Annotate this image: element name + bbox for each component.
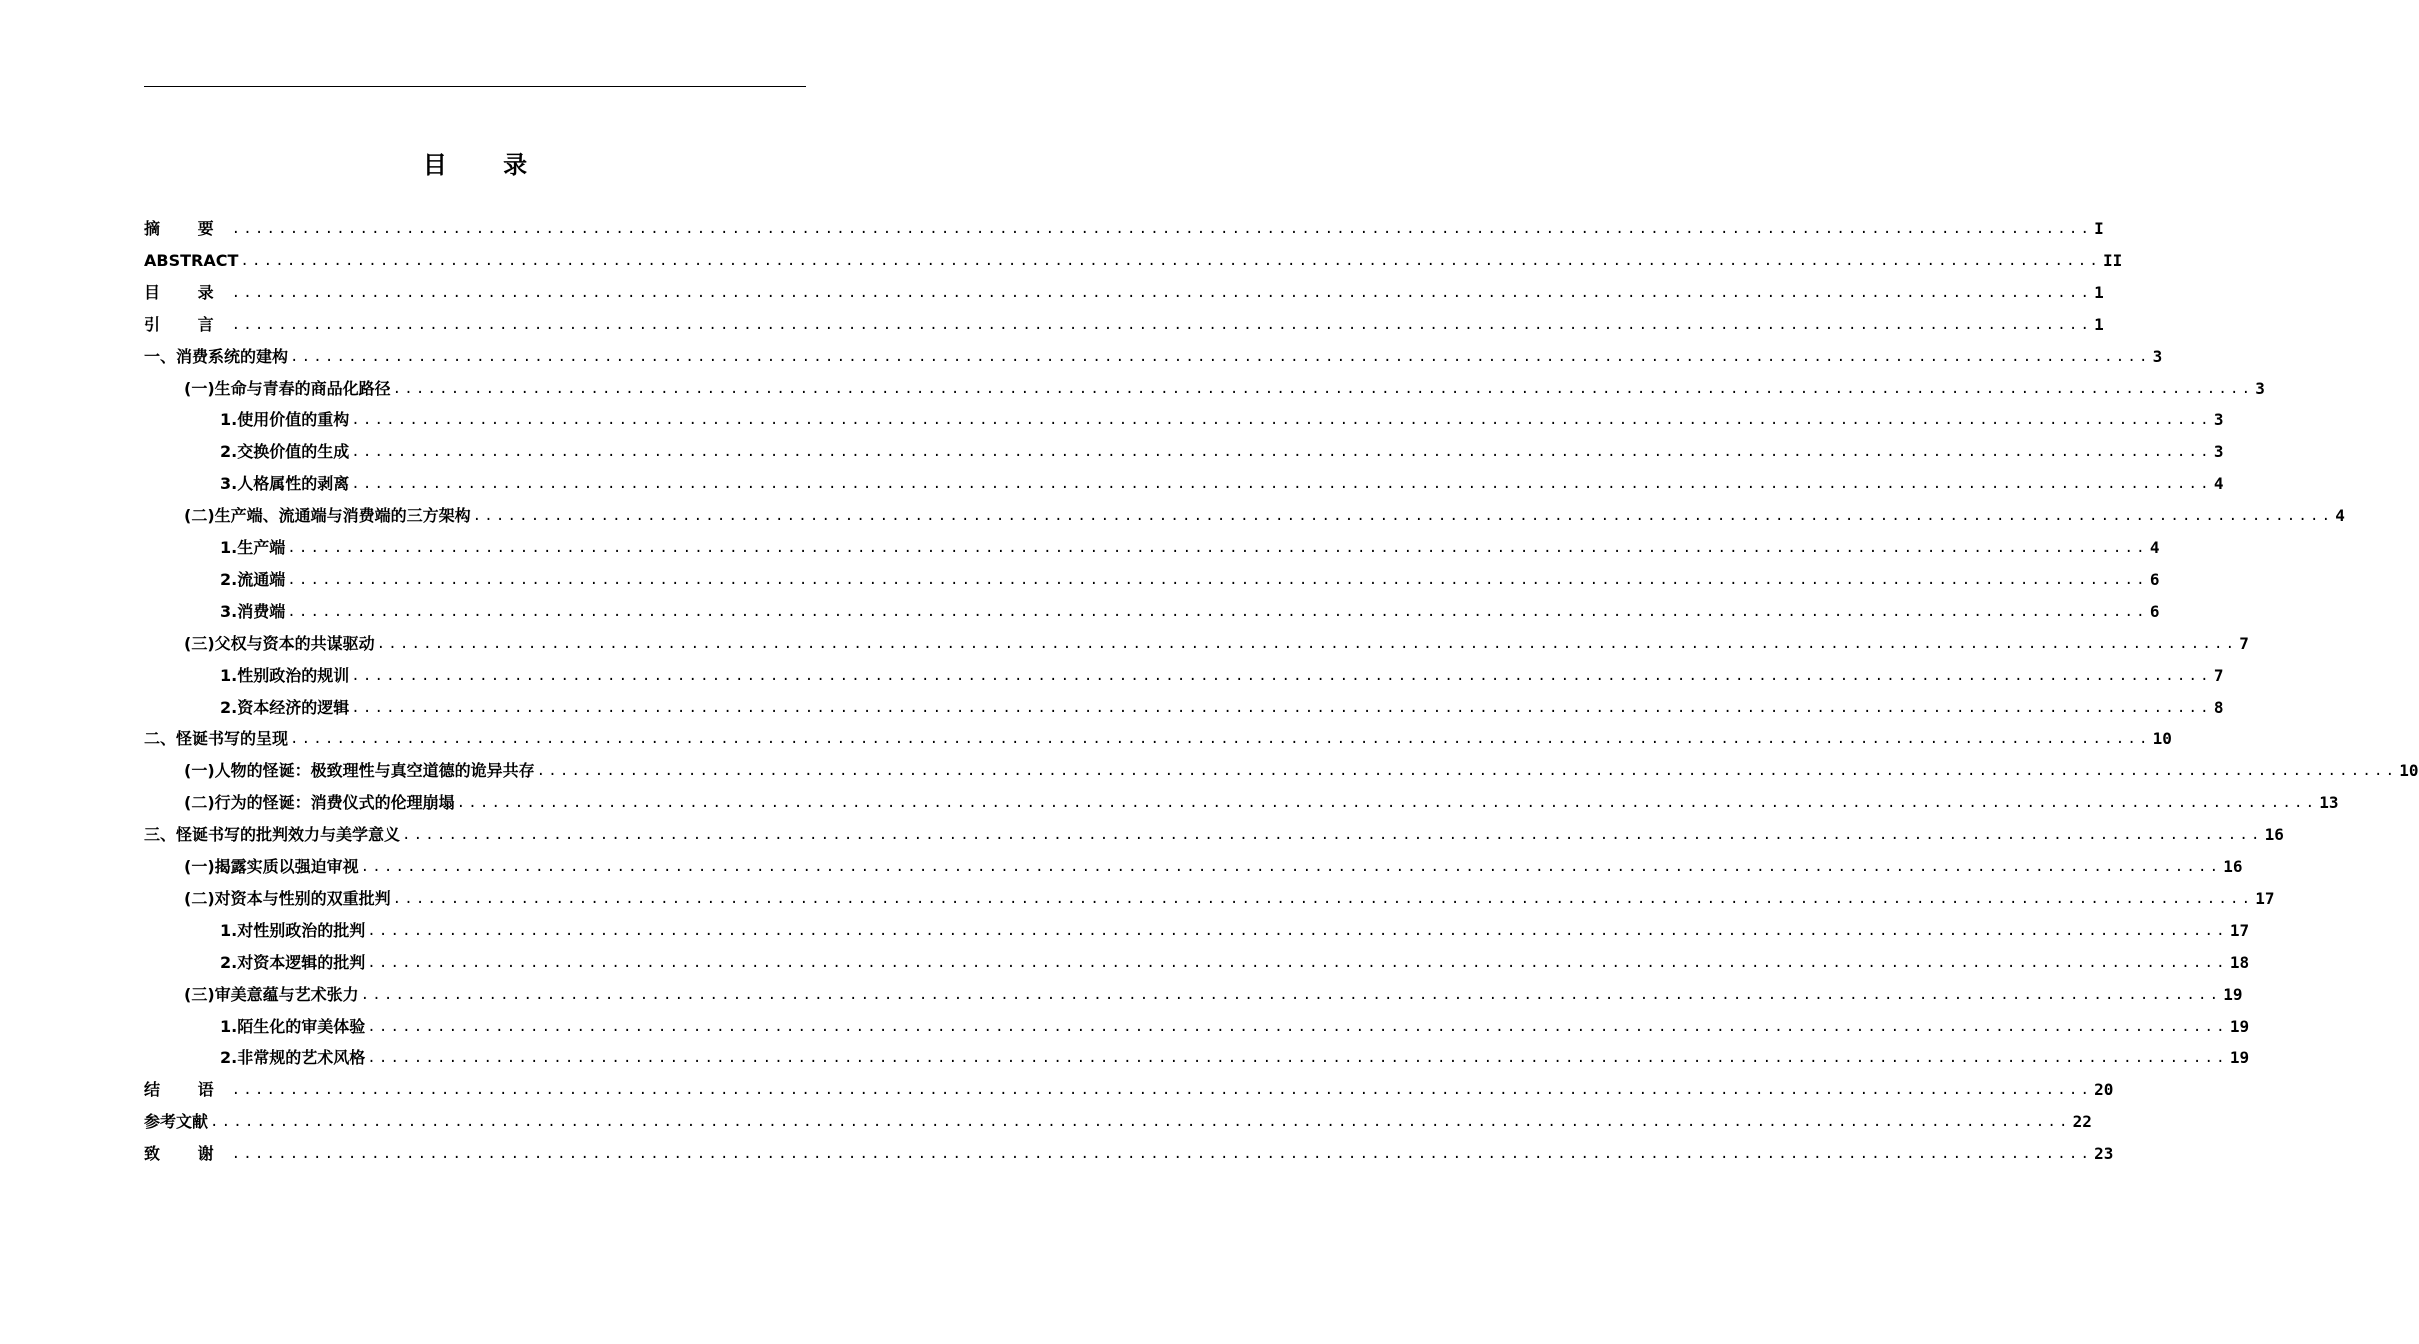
toc-entry-label: 2.对资本逻辑的批判 — [220, 952, 366, 972]
toc-leader-dots: ................................................................................................................................................................ — [287, 603, 2148, 620]
toc-entry-page: 18 — [2229, 952, 2250, 972]
toc-entry[interactable] — [144, 724, 2172, 754]
toc-entry[interactable] — [184, 501, 2345, 531]
toc-entry[interactable] — [220, 1012, 2250, 1042]
toc-entry[interactable] — [184, 884, 2275, 914]
toc-entry-page: 13 — [2319, 793, 2339, 813]
toc-entry[interactable] — [220, 405, 2224, 435]
toc-entry-page: 8 — [2213, 697, 2224, 717]
toc-entry-label: 2.交换价值的生成 — [220, 442, 350, 462]
toc-leader-dots: ................................................................................................................................................................ — [392, 380, 2254, 397]
toc-entry-page: 3 — [2213, 410, 2224, 430]
toc-entry-page: 19 — [2229, 1048, 2250, 1068]
toc-entry-page: 19 — [2229, 1016, 2250, 1036]
toc-leader-dots: ................................................................................................................................................................ — [240, 252, 2101, 269]
toc-entry-label: 致 谢 — [144, 1144, 230, 1164]
toc-leader-dots: ................................................................................................................................................................ — [456, 795, 2318, 812]
toc-entry[interactable] — [144, 342, 2163, 372]
toc-entry[interactable] — [220, 597, 2160, 627]
toc-leader-dots: ................................................................................................................................................................ — [231, 1082, 2093, 1099]
header-rule — [144, 86, 806, 87]
toc-entry-page: 16 — [2264, 825, 2284, 845]
toc-leader-dots: ................................................................................................................................................................ — [536, 763, 2398, 780]
toc-entry-page: 4 — [2149, 538, 2160, 557]
toc-leader-dots: ................................................................................................................................................................ — [351, 476, 2212, 493]
toc-leader-dots: ................................................................................................................................................................ — [231, 316, 2093, 333]
toc-entry[interactable] — [184, 980, 2243, 1010]
toc-entry-label: (二)生产端、流通端与消费端的三方架构 — [184, 506, 471, 526]
toc-leader-dots: ................................................................................................................................................................ — [472, 508, 2334, 525]
toc-leader-dots: ................................................................................................................................................................ — [287, 571, 2148, 588]
toc-entry-label: 1.性别政治的规训 — [220, 665, 350, 685]
toc-entry-page: 1 — [2094, 282, 2104, 302]
toc-entry[interactable] — [144, 278, 2104, 308]
toc-leader-dots: ................................................................................................................................................................ — [367, 1050, 2228, 1067]
toc-entry-page: 4 — [2213, 474, 2224, 494]
toc-entry[interactable] — [220, 565, 2160, 595]
toc-entry-label: 3.人格属性的剥离 — [220, 474, 350, 494]
toc-leader-dots: ................................................................................................................................................................ — [210, 1114, 2071, 1131]
toc-entry[interactable] — [220, 948, 2250, 978]
toc-entry[interactable] — [220, 437, 2224, 467]
toc-entry-page: 22 — [2072, 1112, 2092, 1132]
toc-entry-label: 一、消费系统的建构 — [144, 346, 289, 366]
toc-leader-dots: ................................................................................................................................................................ — [360, 859, 2222, 875]
toc-entry-page: II — [2102, 250, 2123, 270]
toc-entry-page: 17 — [2229, 920, 2250, 940]
toc-entry-label: 二、怪诞书写的呈现 — [144, 729, 289, 749]
toc-entry-page: 4 — [2335, 506, 2345, 526]
toc-entry-page: 23 — [2094, 1144, 2114, 1164]
toc-entry-label: (二)行为的怪诞：消费仪式的伦理崩塌 — [184, 793, 455, 813]
toc-entry[interactable] — [220, 916, 2250, 946]
toc-leader-dots: ................................................................................................................................................................ — [367, 954, 2228, 971]
toc-entry-label: 2.非常规的艺术风格 — [220, 1048, 366, 1068]
toc-entry[interactable] — [184, 788, 2339, 818]
toc-entry-page: 6 — [2149, 569, 2160, 589]
toc-leader-dots: ................................................................................................................................................................ — [376, 635, 2238, 652]
toc-entry-label: 1.生产端 — [220, 538, 286, 557]
toc-entry[interactable] — [144, 1139, 2114, 1169]
toc-entry-label: 2.流通端 — [220, 569, 286, 589]
toc-entry-label: 1.陌生化的审美体验 — [220, 1016, 366, 1036]
toc-leader-dots: ................................................................................................................................................................ — [367, 922, 2228, 939]
toc-entry-label: (三)父权与资本的共谋驱动 — [184, 633, 375, 653]
toc-entry-page: 3 — [2152, 346, 2163, 366]
toc-entry-label: (一)人物的怪诞：极致理性与真空道德的诡异共存 — [184, 761, 535, 781]
toc-entry-page: 3 — [2213, 442, 2224, 462]
toc-leader-dots: ................................................................................................................................................................ — [351, 412, 2212, 429]
toc-entry[interactable] — [144, 820, 2284, 850]
toc-entry-page: 10 — [2399, 761, 2419, 781]
toc-entry[interactable] — [220, 1043, 2250, 1073]
toc-leader-dots: ................................................................................................................................................................ — [290, 731, 2151, 748]
toc-entry-label: (三)审美意蕴与艺术张力 — [184, 984, 359, 1004]
toc-entry-label: 目 录 — [144, 282, 230, 302]
page-title: 目 录 — [422, 151, 552, 179]
toc-entry-label: 引 言 — [144, 314, 230, 334]
toc-leader-dots: ................................................................................................................................................................ — [360, 986, 2222, 1003]
toc-entry-label: 1.使用价值的重构 — [220, 410, 350, 430]
toc-entry[interactable] — [144, 1075, 2114, 1105]
toc-entry-page: 6 — [2149, 601, 2160, 621]
toc-entry-page: 3 — [2255, 378, 2265, 398]
toc-entry-page: 19 — [2223, 984, 2243, 1004]
toc-entry[interactable] — [220, 469, 2224, 499]
toc-leader-dots: ................................................................................................................................................................ — [367, 1018, 2228, 1035]
toc-entry[interactable] — [220, 533, 2160, 563]
toc-entry-label: 1.对性别政治的批判 — [220, 920, 366, 940]
toc-leader-dots: ................................................................................................................................................................ — [231, 1146, 2093, 1163]
toc-entry-page: 16 — [2223, 857, 2243, 876]
toc-entry[interactable] — [184, 852, 2243, 882]
toc-entry-page: 1 — [2094, 314, 2104, 334]
toc-entry-label: 三、怪诞书写的批判效力与美学意义 — [144, 825, 401, 845]
toc-leader-dots: ................................................................................................................................................................ — [287, 540, 2148, 556]
toc-entry[interactable] — [220, 661, 2224, 691]
toc-entry-label: 2.资本经济的逻辑 — [220, 697, 350, 717]
toc-entry-label: (二)对资本与性别的双重批判 — [184, 888, 391, 908]
toc-entry-page: 17 — [2255, 888, 2275, 908]
toc-leader-dots: ................................................................................................................................................................ — [231, 284, 2093, 301]
toc-entry[interactable] — [184, 629, 2249, 659]
toc-entry[interactable] — [220, 693, 2224, 723]
toc-leader-dots: ................................................................................................................................................................ — [392, 890, 2254, 907]
toc-entry-label: 摘 要 — [144, 219, 230, 238]
toc-entry-label: 3.消费端 — [220, 601, 286, 621]
toc-entry-label: 结 语 — [144, 1080, 230, 1100]
toc-entry-label: (一)揭露实质以强迫审视 — [184, 857, 359, 876]
toc-entry[interactable] — [184, 374, 2265, 404]
toc-entry-label: (一)生命与青春的商品化路径 — [184, 378, 391, 398]
toc-leader-dots: ................................................................................................................................................................ — [231, 221, 2093, 237]
toc-entry-label: 参考文献 — [144, 1112, 209, 1132]
toc-leader-dots: ................................................................................................................................................................ — [290, 348, 2151, 365]
toc-leader-dots: ................................................................................................................................................................ — [402, 827, 2263, 844]
toc-entry[interactable] — [144, 310, 2104, 340]
toc-entry[interactable] — [144, 214, 2104, 244]
toc-entry-page: 7 — [2213, 665, 2224, 685]
toc-entry-page: 7 — [2239, 633, 2249, 653]
toc-entry-page: I — [2094, 219, 2104, 238]
toc-entry-label: ABSTRACT — [144, 250, 239, 270]
toc-leader-dots: ................................................................................................................................................................ — [351, 699, 2212, 716]
toc-leader-dots: ................................................................................................................................................................ — [351, 667, 2212, 684]
toc-entry-page: 20 — [2094, 1080, 2114, 1100]
toc-entry[interactable] — [144, 246, 2123, 276]
toc-entry-page: 10 — [2152, 729, 2172, 749]
toc-leader-dots: ................................................................................................................................................................ — [351, 444, 2212, 461]
toc-entry[interactable] — [184, 756, 2419, 786]
toc-entry[interactable] — [144, 1107, 2092, 1137]
